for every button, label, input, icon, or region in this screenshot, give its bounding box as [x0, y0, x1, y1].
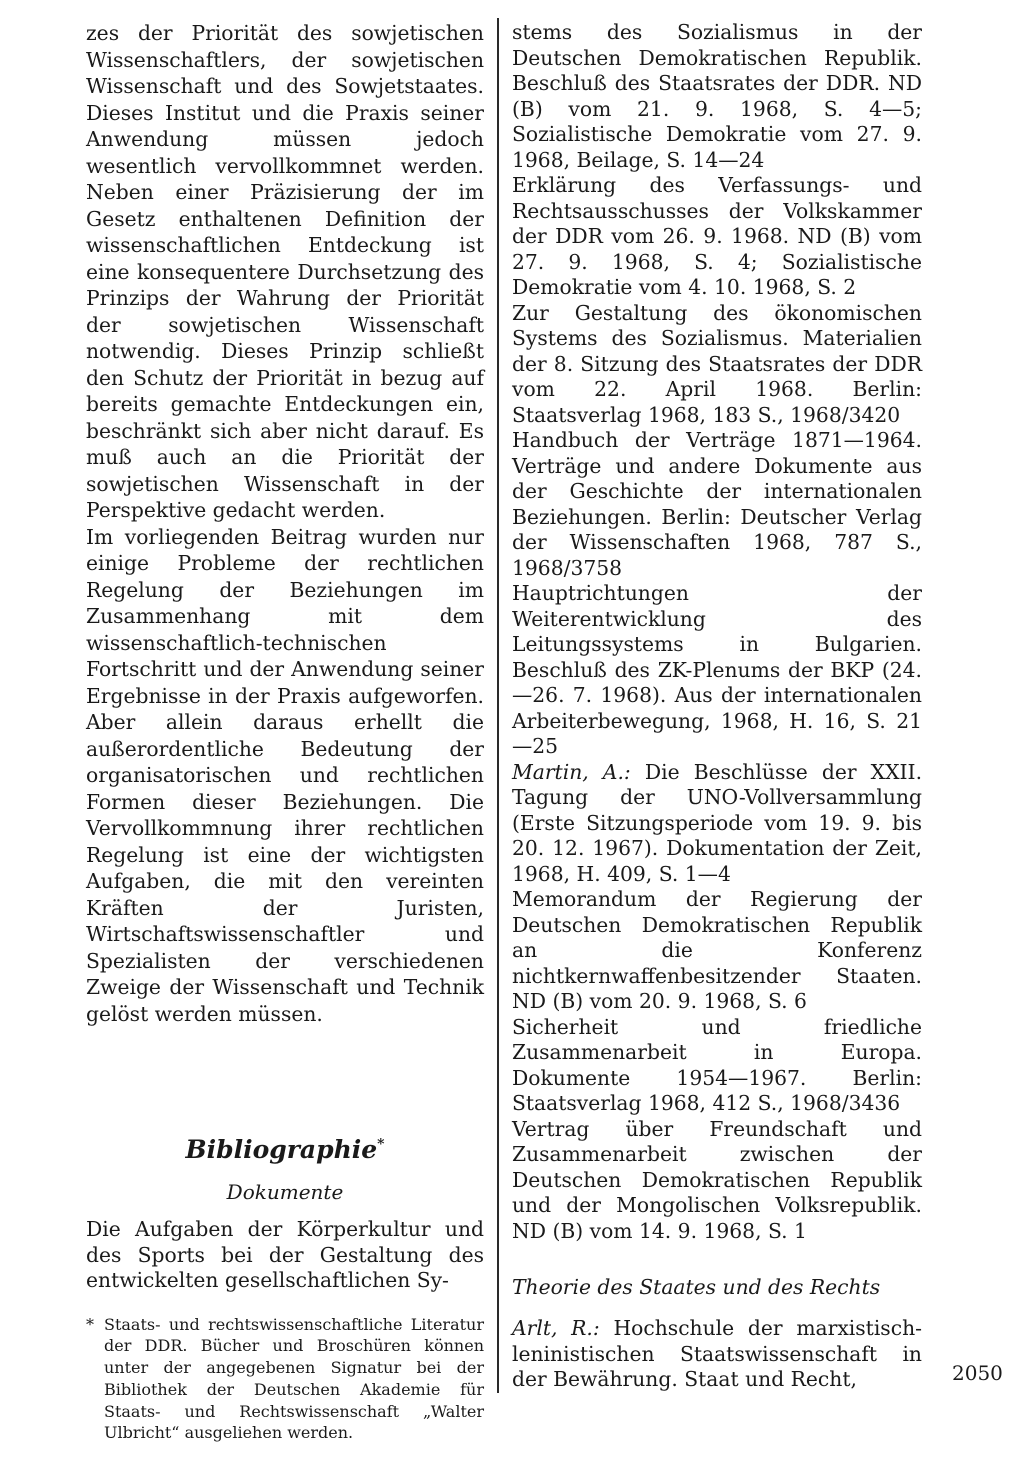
entry-text: Hauptrichtungen der Weiterentwicklung des Leitungssystems in Bulgarien. Beschluß des ZK-Plenums der BKP (24.—26. 7. 1968). Aus der internationalen Arbeiterbewegung, 1968, H. 16, S. 21—25: [512, 581, 922, 758]
entry-text: Die Beschlüsse der XXII. Tagung der UNO-Vollversammlung (Erste Sitzungsperiode vom 19. 9. bis 20. 12. 1967). Dokumentation der Zeit, 1968, H. 409, S. 1—4: [512, 759, 923, 886]
section-heading: Theorie des Staates und des Rechts: [512, 1275, 881, 1299]
entry-text: Zur Gestaltung des ökonomischen Systems des Sozialismus. Materialien der 8. Sitzung des Staatsrates der DDR vom 22. April 1968. Berlin: Staatsverlag 1968, 183 S., 1968/3420: [512, 300, 922, 427]
bibliography-entry: [512, 581, 922, 760]
left-column: [86, 20, 484, 1444]
bibliography-entry: [512, 760, 922, 888]
entry-text: Handbuch der Verträge 1871—1964. Verträge und andere Dokumente aus der Geschichte der internationalen Beziehungen. Berlin: Deutscher Verlag der Wissenschaften 1968, 787 S., 1968/3758: [512, 428, 922, 580]
body-paragraph-2: Im vorliegenden Beitrag wurden nur einige Probleme der rechtlichen Regelung der Beziehungen im Zusammenhang mit dem wissenschaftlich-technischen Fortschritt und der Anwendung seiner Ergebnisse in der Praxis aufgeworfen. Aber allein daraus erhellt die außerordentliche Bedeutung der organisatorischen und rechtlichen Formen dieser Beziehungen. Die Vervollkommnung ihrer rechtlichen Regelung ist eine der wichtigsten Aufgaben, die mit den vereinten Kräften der Juristen, Wirtschaftswissenschaftler und Spezialisten der verschiedenen Zweige der Wissenschaft und Technik gelöst werden müssen.: [86, 524, 484, 1026]
bibliography-entry: [512, 301, 922, 429]
column-divider: [497, 18, 499, 1393]
bibliography-entry: [512, 1015, 922, 1117]
bibliography-entry: [512, 173, 922, 301]
entry-text: Hochschule der marxistisch-leninistischen Staatswissenschaft in der Bewährung. Staat und Recht,: [512, 1316, 922, 1391]
bibliography-entry: [512, 428, 922, 581]
footnote-text: Staats- und rechtswissenschaftliche Literatur der DDR. Bücher und Broschüren können unter der angegebenen Signatur bei der Bibliothek der Deutschen Akademie für Staats- und Rechtswissenschaft „Walter Ulbricht“ ausgeliehen werden.: [104, 1314, 484, 1443]
bibliography-footnote-mark: *: [377, 1136, 385, 1153]
bibliography-heading-text: Bibliographie: [185, 1135, 378, 1164]
entry-author: Arlt, R.:: [512, 1316, 600, 1340]
bibliography-entry-first: Die Aufgaben der Körperkultur und des Sports bei der Gestaltung des entwickelten gesellschaftlichen Sy-: [86, 1217, 484, 1292]
entry-text: Sicherheit und friedliche Zusammenarbeit in Europa. Dokumente 1954—1967. Berlin: Staatsverlag 1968, 412 S., 1968/3436: [512, 1014, 922, 1115]
bibliography-heading: [86, 1135, 484, 1165]
footnote-mark: *: [86, 1314, 94, 1334]
bibliography-entry: [512, 887, 922, 1015]
page-number: 2050: [952, 1361, 1003, 1385]
entry-author: Martin, A.:: [512, 759, 631, 784]
bibliography-subheading: Dokumente: [226, 1180, 344, 1204]
entry-text: stems des Sozialismus in der Deutschen Demokratischen Republik. Beschluß des Staatsrates der DDR. ND (B) vom 21. 9. 1968, S. 4—5; Sozialistische Demokratie vom 27. 9. 1968, Beilage, S. 14—24: [512, 20, 922, 172]
bibliography-entry: [512, 1117, 922, 1245]
footnote: [86, 1314, 484, 1445]
entry-text: Erklärung des Verfassungs- und Rechtsausschusses der Volkskammer der DDR vom 26. 9. 1968. ND (B) vom 27. 9. 1968, S. 4; Sozialistische Demokratie vom 4. 10. 1968, S. 2: [512, 173, 922, 299]
bibliography-entry-last: [512, 1316, 922, 1393]
entry-text: Vertrag über Freundschaft und Zusammenarbeit zwischen der Deutschen Demokratischen Republik und der Mongolischen Volksrepublik. ND (B) vom 14. 9. 1968, S. 1: [512, 1116, 922, 1243]
bibliography-entry: [512, 20, 922, 173]
right-column: [512, 20, 922, 1393]
body-paragraph-1: zes der Priorität des sowjetischen Wissenschaftlers, der sowjetischen Wissenschaft und des Sowjetstaates. Dieses Institut und die Praxis seiner Anwendung müssen jedoch wesentlich vervollkommnet werden. Neben einer Präzisierung der im Gesetz enthaltenen Definition der wissenschaftlichen Entdeckung ist eine konsequentere Durchsetzung des Prinzips der Wahrung der Priorität der sowjetischen Wissenschaft notwendig. Dieses Prinzip schließt den Schutz der Priorität in bezug auf bereits gemachte Entdeckungen ein, beschränkt sich aber nicht darauf. Es muß auch an die Priorität der sowjetischen Wissenschaft in der Perspektive gedacht werden.: [86, 21, 484, 522]
entry-text: Memorandum der Regierung der Deutschen Demokratischen Republik an die Konferenz nichtkernwaffenbesitzender Staaten. ND (B) vom 20. 9. 1968, S. 6: [512, 887, 922, 1013]
